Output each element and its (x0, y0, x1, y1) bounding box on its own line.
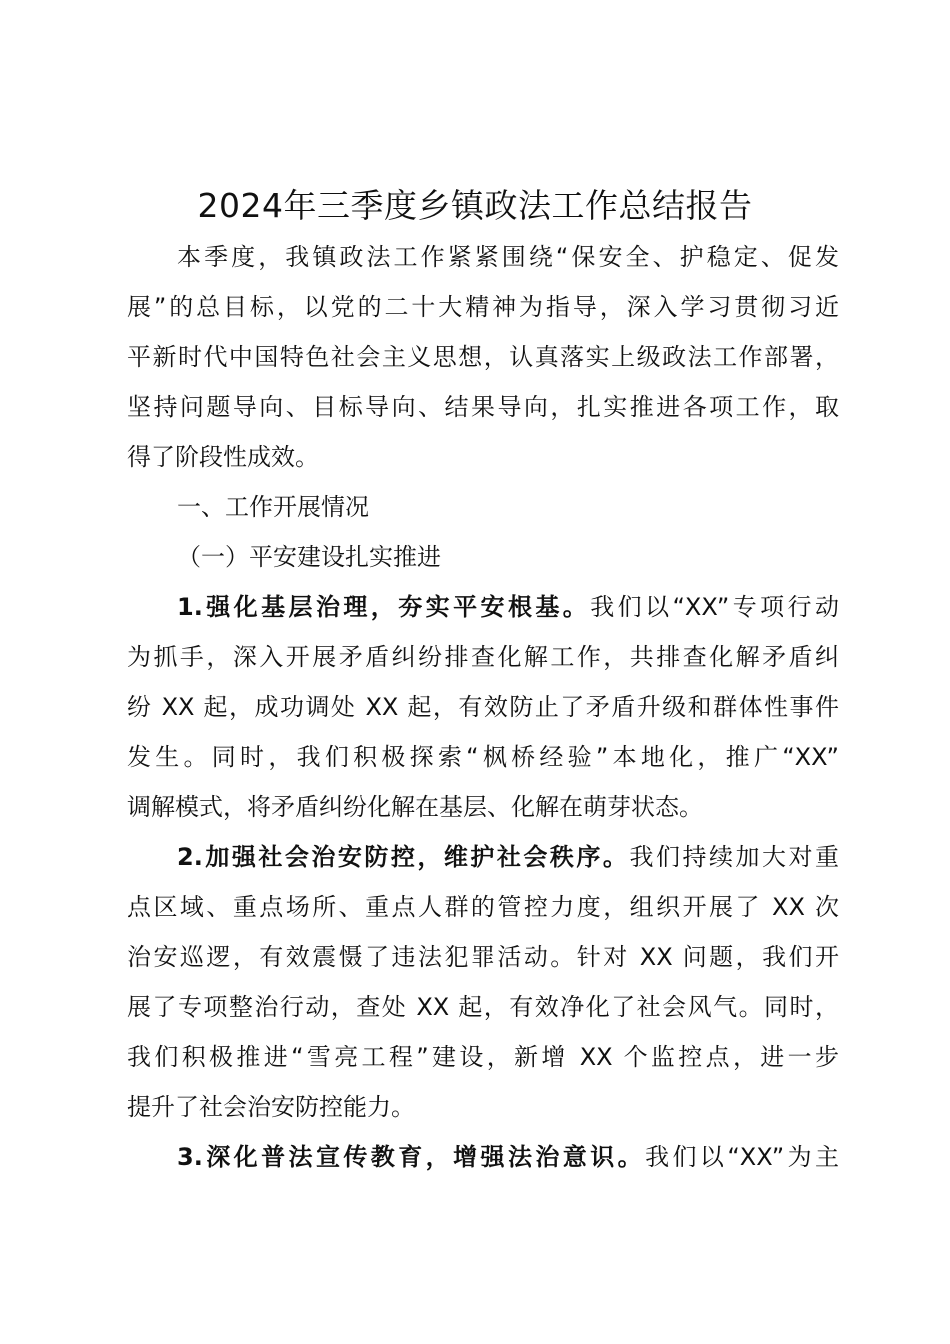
item-2-line: 我们积极推进“雪亮工程”建设，新增 XX 个监控点，进一步 (127, 1043, 839, 1071)
item-1-line: 为抓手，深入开展矛盾纠纷排查化解工作，共排查化解矛盾纠 (127, 643, 839, 671)
item-2-line: 治安巡逻，有效震慑了违法犯罪活动。针对 XX 问题，我们开 (127, 943, 839, 971)
item-2-line: 提升了社会治安防控能力。 (127, 1093, 415, 1121)
document-body (127, 232, 839, 1182)
intro-line: 坚持问题导向、目标导向、结果导向，扎实推进各项工作，取 (127, 393, 839, 421)
section-heading: 一、工作开展情况 (177, 493, 369, 521)
item-1-first-line (127, 582, 839, 632)
item-3-heading: 3.深化普法宣传教育，增强法治意识。 (177, 1143, 646, 1171)
item-3-first-line (127, 1132, 839, 1182)
item-1-text: 我们以“XX”专项行动 (590, 593, 839, 621)
document-title: 2024年三季度乡镇政法工作总结报告 (197, 186, 753, 225)
item-1-heading: 1.强化基层治理，夯实平安根基。 (177, 593, 591, 621)
intro-line: 得了阶段性成效。 (127, 443, 319, 471)
item-2-heading: 2.加强社会治安防控，维护社会秩序。 (177, 843, 630, 871)
item-2-line: 展了专项整治行动，查处 XX 起，有效净化了社会风气。同时， (127, 993, 839, 1021)
item-2-line: 点区域、重点场所、重点人群的管控力度，组织开展了 XX 次 (127, 893, 839, 921)
subsection-heading: （一）平安建设扎实推进 (177, 543, 441, 571)
item-2-text: 我们持续加大对重 (629, 843, 839, 871)
intro-line: 展”的总目标，以党的二十大精神为指导，深入学习贯彻习近 (127, 293, 839, 321)
intro-line: 本季度，我镇政法工作紧紧围绕“保安全、护稳定、促发 (177, 243, 839, 271)
item-1-line: 调解模式，将矛盾纠纷化解在基层、化解在萌芽状态。 (127, 793, 703, 821)
item-2-first-line (127, 832, 839, 882)
item-1-line: 发生。同时，我们积极探索“枫桥经验”本地化，推广“XX” (127, 743, 839, 771)
intro-line: 平新时代中国特色社会主义思想，认真落实上级政法工作部署， (127, 343, 839, 371)
item-1-line: 纷 XX 起，成功调处 XX 起，有效防止了矛盾升级和群体性事件 (127, 693, 839, 721)
item-3-text: 我们以“XX”为主 (645, 1143, 839, 1171)
